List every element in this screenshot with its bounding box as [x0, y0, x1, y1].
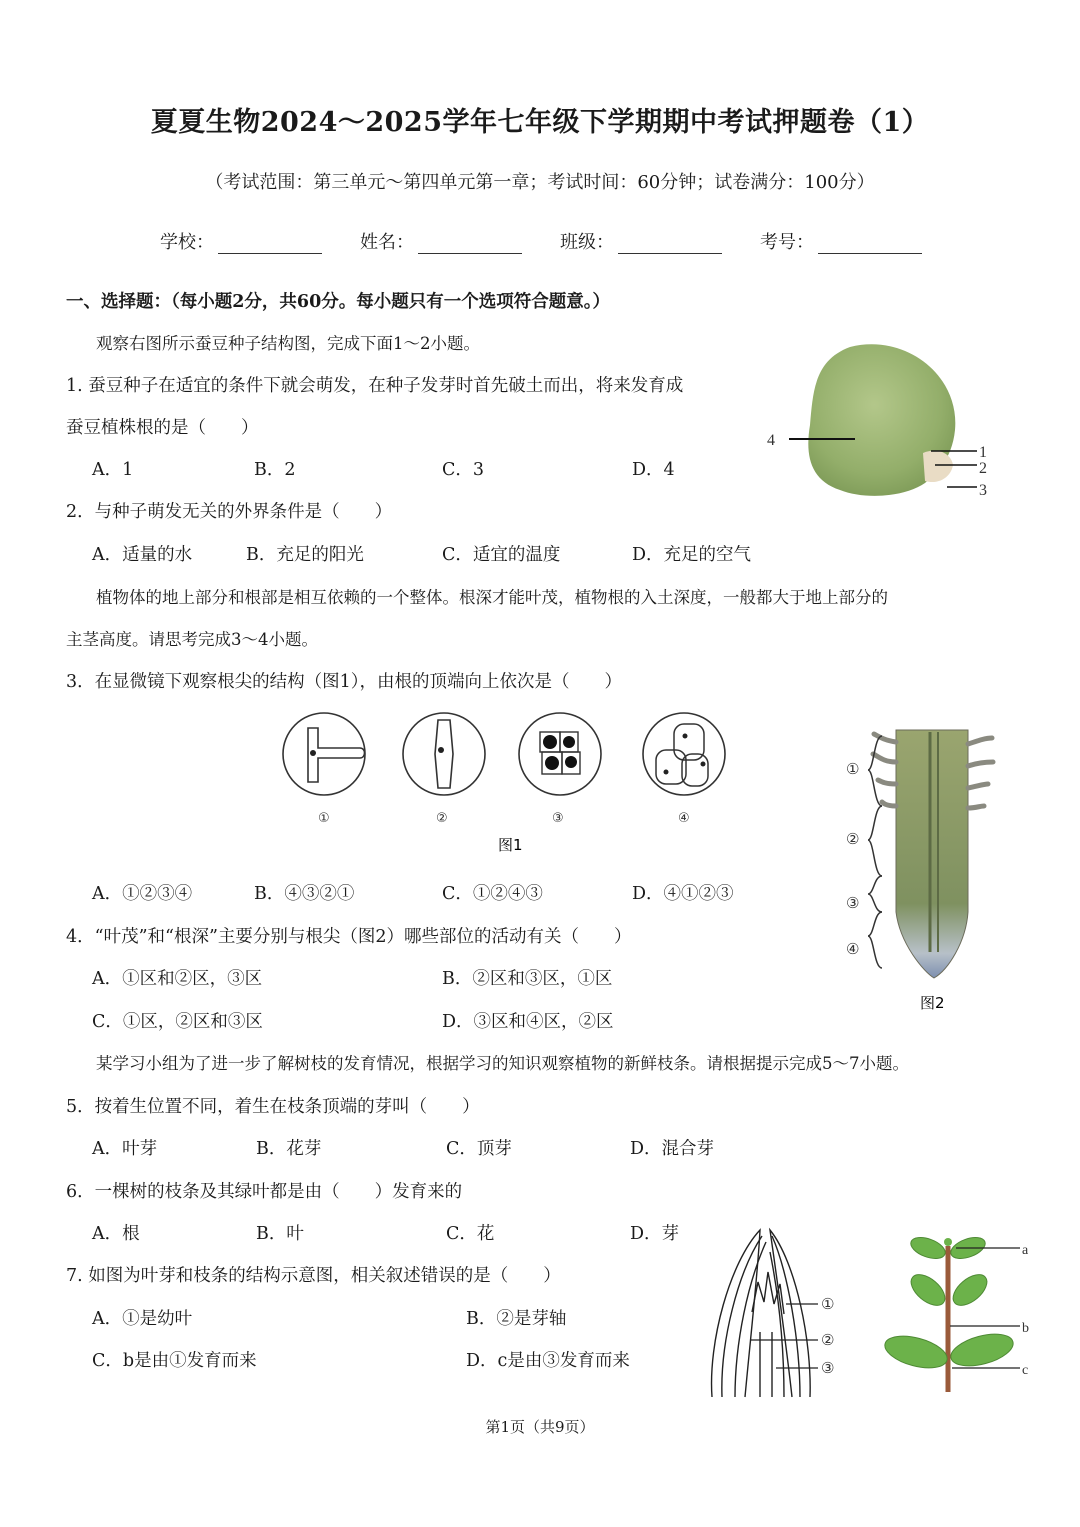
q7-option-b[interactable]: B．②是芽轴: [466, 1309, 567, 1329]
section-heading: 一、选择题：（每小题2分，共60分。每小题只有一个选项符合题意。）: [66, 292, 611, 312]
q4-stem: 4．“叶茂”和“根深”主要分别与根尖（图2）哪些部位的活动有关（ ）: [66, 927, 632, 947]
fig1-label-3: ③: [552, 811, 564, 826]
class-label: 班级：: [560, 232, 614, 253]
school-field[interactable]: [160, 228, 322, 254]
bud-label-3: ③: [821, 1359, 835, 1377]
seed-label-4: 4: [767, 432, 775, 449]
cell-1: [283, 713, 365, 795]
fig2-label-3: ③: [846, 894, 860, 912]
page-number: 第1页（共9页）: [485, 1418, 595, 1436]
bud-outline: [712, 1230, 811, 1397]
q5-option-b[interactable]: B．花芽: [256, 1139, 322, 1159]
seed-label-1: 1: [979, 444, 987, 461]
branch-diagram: [880, 1232, 1040, 1402]
fig1-label-2: ②: [436, 811, 448, 826]
q3-stem: 3．在显微镜下观察根尖的结构（图1），由根的顶端向上依次是（ ）: [66, 672, 623, 692]
q1-stem-line2: 蚕豆植株根的是（ ）: [66, 418, 259, 438]
q3-option-d[interactable]: D．④①②③: [632, 884, 734, 904]
fig2-label-2: ②: [846, 830, 860, 848]
school-label: 学校：: [160, 232, 214, 253]
cell-4: [643, 713, 725, 795]
q6-stem: 6．一棵树的枝条及其绿叶都是由（ ）发育来的: [66, 1182, 463, 1202]
q2-option-a[interactable]: A．适量的水: [92, 545, 193, 565]
q4-option-d[interactable]: D．③区和④区，②区: [442, 1012, 614, 1032]
seed-label-2: 2: [979, 460, 987, 477]
figure2-root-tip: [838, 722, 1008, 1022]
seed-label-3: 3: [979, 482, 987, 499]
q5-stem: 5．按着生位置不同，着生在枝条顶端的芽叫（ ）: [66, 1097, 480, 1117]
q6-option-d[interactable]: D．芽: [630, 1224, 680, 1244]
fig2-label-1: ①: [846, 760, 860, 778]
name-label: 姓名：: [360, 232, 414, 253]
broad-bean-seed-figure: [755, 335, 1005, 510]
q6-option-a[interactable]: A．根: [92, 1224, 140, 1244]
branch-label-b: b: [1022, 1321, 1029, 1336]
q4-option-c[interactable]: C．①区，②区和③区: [92, 1012, 263, 1032]
q6-option-c[interactable]: C．花: [446, 1224, 495, 1244]
cell-2: [403, 713, 485, 795]
q1-option-b[interactable]: B．2: [254, 460, 296, 480]
class-field[interactable]: [560, 228, 722, 254]
q7-option-c[interactable]: C．b是由①发育而来: [92, 1351, 257, 1371]
q1-option-a[interactable]: A．1: [92, 460, 134, 480]
intro-root-line2: 主茎高度。请思考完成3～4小题。: [66, 630, 318, 649]
q3-option-b[interactable]: B．④③②①: [254, 884, 355, 904]
branch-label-c: c: [1022, 1363, 1029, 1378]
seed-embryo: [923, 451, 953, 482]
fig1-label-4: ④: [678, 811, 690, 826]
q1-stem-line1: 1. 蚕豆种子在适宜的条件下就会萌发，在种子发芽时首先破土而出，将来发育成: [66, 376, 684, 396]
zone-brackets: [868, 736, 882, 968]
terminal-bud: [944, 1238, 952, 1246]
name-field[interactable]: [360, 228, 522, 254]
exam-number-label: 考号：: [760, 232, 814, 253]
fig1-label-1: ①: [318, 811, 330, 826]
fig1-caption: 图1: [498, 836, 523, 854]
intro-seed: 观察右图所示蚕豆种子结构图，完成下面1～2小题。: [96, 334, 480, 353]
q3-option-c[interactable]: C．①②④③: [442, 884, 543, 904]
fig2-label-4: ④: [846, 940, 860, 958]
q4-option-b[interactable]: B．②区和③区，①区: [442, 969, 613, 989]
q2-option-d[interactable]: D．充足的空气: [632, 545, 752, 565]
q1-option-c[interactable]: C．3: [442, 460, 485, 480]
bud-label-1: ①: [821, 1295, 835, 1313]
q1-option-d[interactable]: D．4: [632, 460, 675, 480]
q5-option-c[interactable]: C．顶芽: [446, 1139, 512, 1159]
root-tip-body: [896, 730, 968, 978]
branch-label-a: a: [1022, 1243, 1029, 1258]
intro-branch: 某学习小组为了进一步了解树枝的发育情况，根据学习的知识观察植物的新鲜枝条。请根据提示完成5～7小题。: [96, 1054, 909, 1073]
exam-title: 夏夏生物2024～2025学年七年级下学期期中考试押题卷（1）: [150, 107, 930, 138]
q2-option-c[interactable]: C．适宜的温度: [442, 545, 561, 565]
fig2-caption: 图2: [920, 994, 945, 1012]
figure1-root-tip-cells: [278, 710, 738, 860]
q2-option-b[interactable]: B．充足的阳光: [246, 545, 364, 565]
q7-stem: 7. 如图为叶芽和枝条的结构示意图，相关叙述错误的是（ ）: [66, 1266, 561, 1286]
q5-option-d[interactable]: D．混合芽: [630, 1139, 715, 1159]
intro-root-line1: 植物体的地上部分和根部是相互依赖的一个整体。根深才能叶茂，植物根的入土深度，一般都大于地上部分的: [96, 588, 888, 607]
cell-3: [519, 713, 601, 795]
q3-option-a[interactable]: A．①②③④: [92, 884, 193, 904]
q6-option-b[interactable]: B．叶: [256, 1224, 304, 1244]
q7-option-d[interactable]: D．c是由③发育而来: [466, 1351, 630, 1371]
q4-option-a[interactable]: A．①区和②区，③区: [92, 969, 263, 989]
q5-option-a[interactable]: A．叶芽: [92, 1139, 158, 1159]
q2-stem: 2．与种子萌发无关的外界条件是（ ）: [66, 502, 393, 522]
exam-number-field[interactable]: [760, 228, 922, 254]
exam-scope: （考试范围：第三单元～第四单元第一章；考试时间：60分钟；试卷满分：100分）: [205, 172, 875, 193]
q7-option-a[interactable]: A．①是幼叶: [92, 1309, 193, 1329]
leaf-bud-diagram: [700, 1222, 860, 1407]
bud-label-2: ②: [821, 1331, 835, 1349]
